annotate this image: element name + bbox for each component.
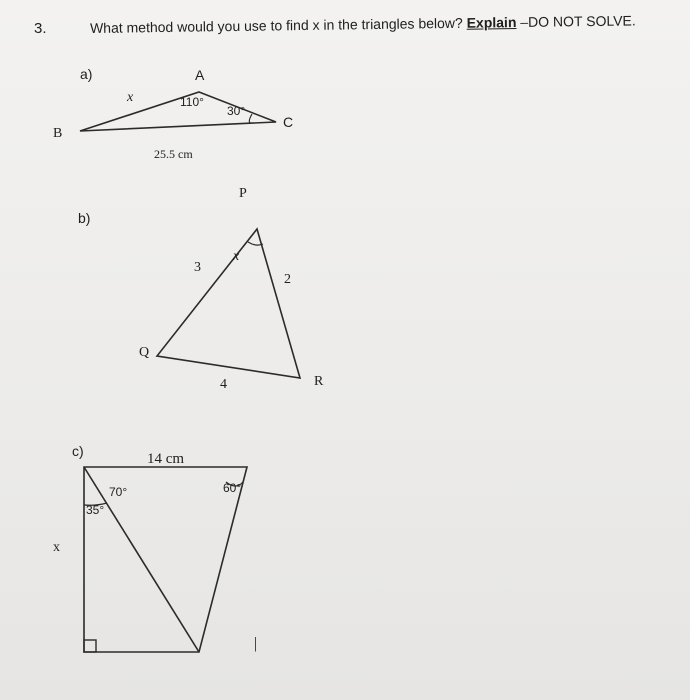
question-number: 3.: [34, 20, 47, 37]
vertex-a-label: A: [195, 67, 205, 83]
side-pr-label: 2: [284, 272, 291, 287]
question-main-text: What method would you use to find x in the triangles below?: [89, 14, 467, 36]
angle-p-label: x: [233, 249, 240, 264]
side-qr-label: 4: [220, 377, 227, 392]
side-x-label-c: x: [53, 540, 60, 555]
side-x-label-a: x: [127, 90, 134, 105]
right-angle-marker: [84, 640, 96, 652]
angle-arc-c: [249, 114, 252, 123]
vertex-p-label: P: [239, 186, 247, 201]
part-b-label: b): [78, 210, 91, 226]
vertex-r-label: R: [314, 374, 324, 389]
angle-35-label: 35°: [86, 503, 105, 517]
angle-70-label: 70°: [109, 485, 128, 499]
angle-60-label: 60°: [223, 481, 242, 495]
question-tail-text: –DO NOT SOLVE.: [516, 12, 636, 31]
triangle-pqr: [157, 229, 300, 378]
part-a-label: a): [80, 66, 93, 82]
side-pq-label: 3: [194, 260, 201, 275]
angle-a-label: 110°: [180, 95, 204, 109]
part-c-label: c): [72, 443, 84, 459]
angle-c-label: 30°: [227, 104, 246, 118]
vertex-q-label: Q: [139, 345, 150, 360]
triangle-abc: [80, 92, 276, 131]
vertex-b-label: B: [53, 126, 63, 141]
tick-mark: |: [254, 635, 258, 652]
diagonal-line: [84, 467, 199, 652]
vertex-c-label: C: [283, 114, 294, 130]
top-side-label: 14 cm: [147, 451, 185, 467]
question-emphasis: Explain: [466, 14, 517, 31]
side-bc-label: 25.5 cm: [154, 147, 193, 161]
